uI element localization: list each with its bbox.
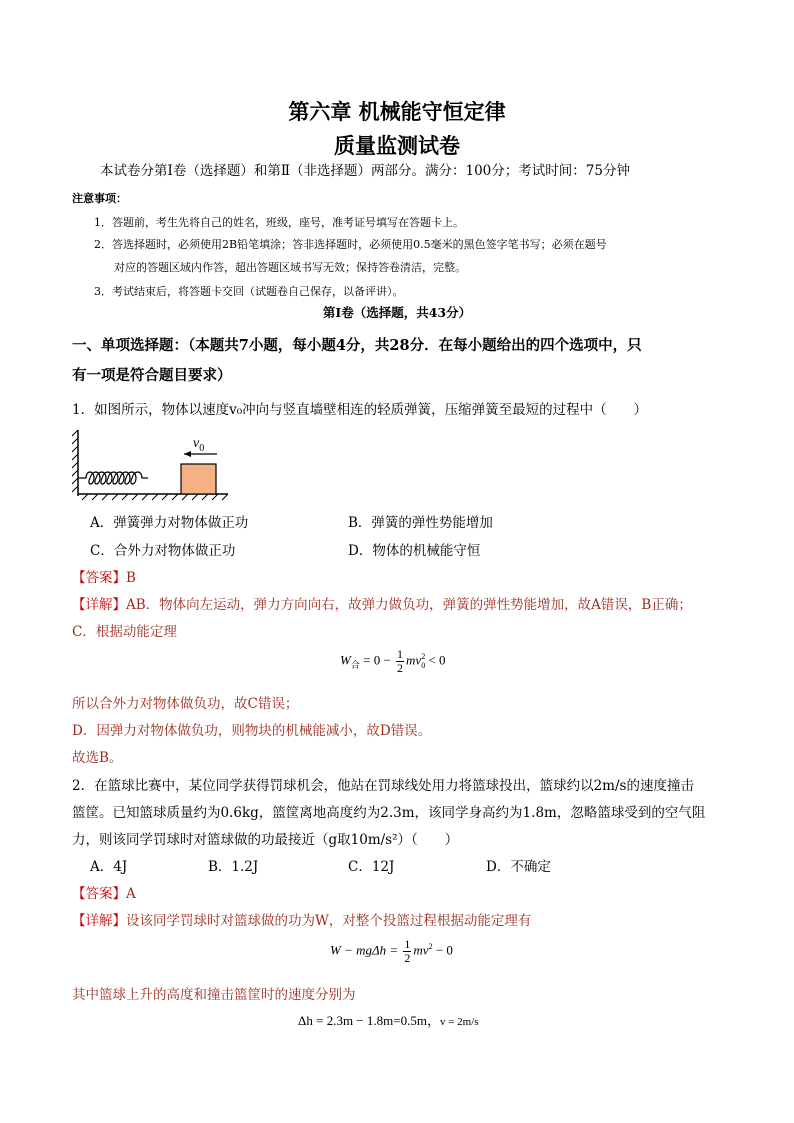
q1-option-d: D．物体的机械能守恒 — [348, 543, 481, 559]
q2-option-a: A．4J — [90, 859, 128, 875]
q1-detail-line-1: 【详解】AB．物体向左运动，弹力方向向右，故弹力做负功，弹簧的弹性势能增加，故A错误，B正确； — [72, 597, 692, 613]
q2-detail-line-2: 其中篮球上升的高度和撞击篮筐时的速度分别为 — [72, 987, 356, 1003]
q1-formula: $W_合 = 0$ − $\frac{1}{2}$ $mv^2_0 < 0$ — [340, 647, 446, 675]
floor-hatch — [82, 494, 228, 500]
q2-option-b: B．1.2J — [208, 859, 259, 875]
q1-conclusion: 故选B。 — [72, 750, 123, 766]
notice-item-2-line-1: 2．答选择题时，必须使用2B铅笔填涂；答非选择题时，必须使用0.5毫米的黑色签字笔书写；必须在题号 — [94, 238, 607, 251]
q1-after-2: D．因弹力对物体做负功，则物块的机械能减小，故D错误。 — [72, 723, 432, 739]
exam-info: 本试卷分第Ⅰ卷（选择题）和第Ⅱ（非选择题）两部分。满分：100分；考试时间：75分钟 — [100, 163, 630, 179]
notice-item-1: 1．答题前，考生先将自己的姓名，班级，座号，准考证号填写在答题卡上。 — [94, 216, 464, 229]
q1-option-a: A．弹簧弹力对物体做正功 — [90, 515, 249, 531]
notice-item-2-line-2: 对应的答题区域内作答，超出答题区域书写无效；保持答卷清洁，完整。 — [114, 261, 466, 274]
q2-formula: W − mgΔh = $\frac{1}{2}$ $mv^2 - 0$ — [330, 937, 453, 965]
q1-detail-line-2: C．根据动能定理 — [72, 624, 177, 640]
q2-detail-line-1: 【详解】设该同学罚球时对篮球做的功为W，对整个投篮过程根据动能定理有 — [72, 913, 532, 929]
section1-line-2: 有一项是符合题目要求） — [72, 367, 232, 384]
section1-line-1: 一、单项选择题：（本题共7小题，每小题4分，共28分．在每小题给出的四个选项中，只 — [72, 337, 642, 354]
q1-after-1: 所以合外力对物体做负功，故C错误； — [72, 696, 299, 712]
q1-answer: 【答案】B — [72, 570, 136, 586]
wall-hatch — [72, 430, 78, 492]
part1-heading: 第Ⅰ卷（选择题，共43分） — [322, 305, 472, 320]
q2-stem-line-1: 2．在篮球比赛中，某位同学获得罚球机会，他站在罚球线处用力将篮球投出，篮球约以2m/s的速度撞击 — [72, 778, 694, 794]
q2-formula-2: Δh = 2.3m − 1.8m=0.5m，v = 2m/s — [298, 1013, 479, 1028]
q2-stem-line-2: 篮筐。已知篮球质量约为0.6kg，篮筐离地高度约为2.3m，该同学身高约为1.8m，忽略篮球受到的空气阻 — [72, 805, 706, 821]
spring — [78, 472, 148, 484]
q1-stem: 1．如图所示，物体以速度v₀冲向与竖直墙壁相连的轻质弹簧，压缩弹簧至最短的过程中（ ） — [72, 402, 648, 418]
arrow-head — [184, 451, 191, 457]
q2-option-d: D．不确定 — [486, 859, 551, 875]
title-line-1: 第六章 机械能守恒定律 — [288, 100, 506, 124]
q2-stem-line-3: 力，则该同学罚球时对篮球做的功最接近（g取10m/s²）（ ） — [72, 832, 459, 848]
notice-heading: 注意事项： — [72, 192, 127, 205]
q2-option-c: C．12J — [348, 859, 395, 875]
q1-option-b: B．弹簧的弹性势能增加 — [348, 515, 493, 531]
title-line-2: 质量监测试卷 — [334, 134, 460, 158]
notice-item-3: 3．考试结束后，将答题卡交回（试题卷自己保存，以备评讲）。 — [94, 285, 404, 298]
q1-option-c: C．合外力对物体做正功 — [90, 543, 236, 559]
velocity-label: $v_0$ — [193, 436, 205, 454]
spring-block-figure — [72, 424, 242, 504]
q2-answer: 【答案】A — [72, 886, 136, 902]
block — [181, 464, 216, 494]
